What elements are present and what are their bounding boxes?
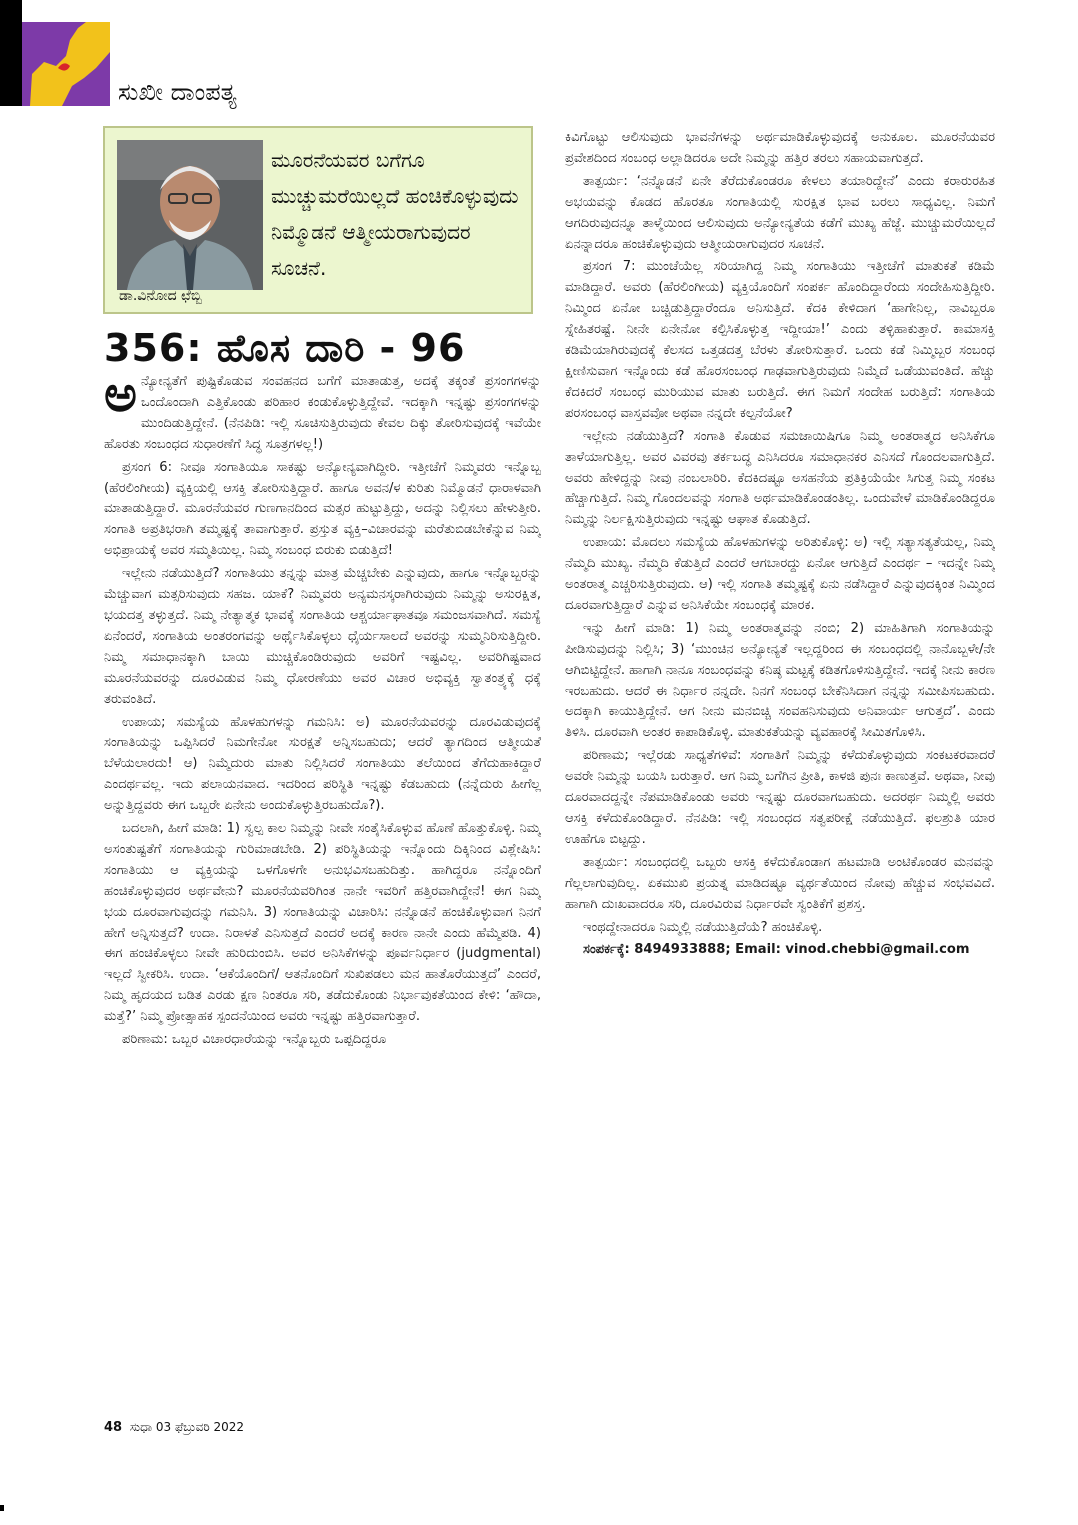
paragraph: ಉಪಾಯ; ಸಮಸ್ಯೆಯ ಹೊಳಹುಗಳನ್ನು ಗಮನಿಸಿ: ಅ) ಮೂರನೆಯವರನ್ನು ದೂರವಿಡುವುದಕ್ಕೆ ಸಂಗಾತಿಯನ್ನು ಒಪ್ಪಿಸಿದರೆ ನಿಮಗೇನೋ ಸುರಕ್ಷತೆ ಅನ್ನಿಸಬಹುದು; ಆದರೆ ತ್ಯಾಗದಿಂದ ಆತ್ಮೀಯತೆ ಬೆಳೆಯಲಾರದು! ಆ) ನಿಮ್ಮೆದುರು ಮಾತು ನಿಲ್ಲಿಸಿದರೆ ಸಂಗಾತಿಯು ತಲೆಯಿಂದ ತೆಗೆದುಹಾಕಿದ್ದಾರೆ ಎಂದರ್ಥವಲ್ಲ. ಇದು ಪಲಾಯನವಾದ. ಇದರಿಂದ ಪರಿಸ್ಥಿತಿ ಇನ್ನಷ್ಟು ಕೆಡಬಹುದು (ನನ್ನೆದುರು ಹೀಗೆಲ್ಲ ಅನ್ನುತ್ತಿದ್ದವರು ಈಗ ಒಬ್ಬರೇ ಏನೇನು ಅಂದುಕೊಳ್ಳುತ್ತಿರಬಹುದೊ?). [104,714,541,814]
paragraph: ಉಪಾಯ: ಮೊದಲು ಸಮಸ್ಯೆಯ ಹೊಳಹುಗಳನ್ನು ಅರಿತುಕೊಳ್ಳಿ: ಅ) ಇಲ್ಲಿ ಸತ್ಯಾಸತ್ಯತೆಯಲ್ಲ, ನಿಮ್ಮ ನೆಮ್ಮದಿ ಮುಖ್ಯ. ನೆಮ್ಮದಿ ಕೆಡುತ್ತಿದೆ ಎಂದರೆ ಆಗಬಾರದ್ದು ಏನೋ ಆಗುತ್ತಿದೆ ಎಂದರ್ಥ – ಇದನ್ನೇ ನಿಮ್ಮ ಅಂತರಾತ್ಮ ಎಚ್ಚರಿಸುತ್ತಿರುವುದು. ಆ) ಇಲ್ಲಿ ಸಂಗಾತಿ ತಮ್ಮಷ್ಟಕ್ಕೆ ಏನು ನಡೆಸಿದ್ದಾರೆ ಎನ್ನುವುದಕ್ಕಿಂತ ನಿಮ್ಮಿಂದ ದೂರವಾಗುತ್ತಿದ್ದಾರೆ ಎನ್ನುವ ಅನಿಸಿಕೆಯೇ ಸಂಬಂಧಕ್ಕೆ ಮಾರಕ. [565,535,995,613]
contact-value: 8494933888; Email: vinod.chebbi@gmail.com [634,942,970,958]
paragraph: ಪರಿಣಾಮ; ಇಲ್ಲೆರಡು ಸಾಧ್ಯತೆಗಳಿವೆ: ಸಂಗಾತಿಗೆ ನಿಮ್ಮನ್ನು ಕಳೆದುಕೊಳ್ಳುವುದು ಸಂಕಟಕರವಾದರೆ ಅವರೇ ನಿಮ್ಮನ್ನು ಬಯಸಿ ಬರುತ್ತಾರೆ. ಆಗ ನಿಮ್ಮ ಬಗೆಗಿನ ಪ್ರೀತಿ, ಕಾಳಜಿ ಪುನಃ ಕಾಣುತ್ತವೆ. ಅಥವಾ, ನೀವು ದೂರವಾದದ್ದನ್ನೇ ನೆಪಮಾಡಿಕೊಂಡು ಅವರು ಇನ್ನಷ್ಟು ದೂರವಾಗಬಹುದು. ಅದರರ್ಥ ನಿಮ್ಮಲ್ಲಿ ಅವರು ಆಸಕ್ತಿ ಕಳೆದುಕೊಂಡಿದ್ದಾರೆ. ನೆನಪಿಡಿ: ಇಲ್ಲಿ ಸಂಬಂಧದ ಸತ್ವಪರೀಕ್ಷೆ ನಡೆಯುತ್ತಿದೆ. ಫಲಶ್ರುತಿ ಯಾರ ಊಹೆಗೂ ಬಿಟ್ಟದ್ದು. [565,748,995,847]
paragraph: ಇಲ್ಲೇನು ನಡೆಯುತ್ತಿದೆ? ಸಂಗಾತಿ ಕೊಡುವ ಸಮಜಾಯಿಷಿಗೂ ನಿಮ್ಮ ಅಂತರಾತ್ಮದ ಅನಿಸಿಕೆಗೂ ತಾಳೆಯಾಗುತ್ತಿಲ್ಲ. ಅವರ ವಿವರವು ತರ್ಕಬದ್ಧ ಎನಿಸಿದರೂ ಸಮಾಧಾನಕರ ಎನಿಸದೆ ಗೊಂದಲವಾಗುತ್ತಿದೆ. ಅವರು ಹೇಳಿದ್ದನ್ನು ನೀವು ನಂಬಲಾರಿರಿ. ಕೆದಕಿದಷ್ಟೂ ಅಸಹನೆಯ ಪ್ರತಿಕ್ರಿಯೆಯೇ ಸಿಗುತ್ತ ನಿಮ್ಮ ಸಂಕಟ ಹೆಚ್ಚಾಗುತ್ತಿದೆ. ನಿಮ್ಮ ಗೊಂದಲವನ್ನು ಸಂಗಾತಿ ಅರ್ಥಮಾಡಿಕೊಂಡಂತಿಲ್ಲ. ಒಂದುವೇಳೆ ಮಾಡಿಕೊಂಡಿದ್ದರೂ ನಿಮ್ಮನ್ನು ನಿರ್ಲಕ್ಷಿಸುತ್ತಿರುವುದು ಇನ್ನಷ್ಟು ಆಘಾತ ಕೊಡುತ್ತಿದೆ. [565,428,995,528]
section-title: ಸುಖೀ ದಾಂಪತ್ಯ [118,78,237,106]
article-headline: 356: ಹೊಸ ದಾರಿ - 96 [104,326,466,370]
drop-cap: ಅ [104,372,137,423]
contact-line [565,940,995,961]
paragraph: ಪ್ರಸಂಗ 7: ಮುಂಚೆಯೆಲ್ಲ ಸರಿಯಾಗಿದ್ದ ನಿಮ್ಮ ಸಂಗಾತಿಯು ಇತ್ತೀಚೆಗೆ ಮಾತುಕತೆ ಕಡಿಮೆ ಮಾಡಿದ್ದಾರೆ. ಅವರು (ಹೆರಲಿಂಗೀಯ) ವ್ಯಕ್ತಿಯೊಂದಿಗೆ ಸಂಪರ್ಕ ಹೊಂದಿದ್ದಾರೆಂದು ಸಂದೇಹಿಸುತ್ತಿದ್ದೀರಿ. ನಿಮ್ಮಿಂದ ಏನೋ ಬಚ್ಚಿಡುತ್ತಿದ್ದಾರೆಂದೂ ಅನಿಸುತ್ತಿದೆ. ಕೆದಕಿ ಕೇಳಿದಾಗ ‘ಹಾಗೇನಿಲ್ಲ, ನಾವಿಬ್ಬರೂ ಸ್ನೇಹಿತರಷ್ಟೆ. ನೀನೇ ಏನೇನೋ ಕಲ್ಪಿಸಿಕೊಳ್ಳುತ್ತ ಇದ್ದೀಯಾ!’ ಎಂದು ತಳ್ಳಿಹಾಕುತ್ತಾರೆ. ಕಾಮಾಸಕ್ತಿ ಕಡಿಮೆಯಾಗಿರುವುದಕ್ಕೆ ಕೆಲಸದ ಒತ್ತಡದತ್ತ ಬೆರಳು ತೋರಿಸುತ್ತಾರೆ. ಒಂದು ಕಡೆ ನಿಮ್ಮಿಬ್ಬರ ಸಂಬಂಧ ಕ್ಷೀಣಿಸುವಾಗ ಇನ್ನೊಂದು ಕಡೆ ಹೊರಸಂಬಂಧ ಗಾಢವಾಗುತ್ತಿರುವುದು ನಿಮ್ಮೆದೆ ಒಡೆಯುವಂತಿದೆ. ಹೆಚ್ಚು ಕೆದಕಿದರೆ ಸಂಬಂಧ ಮುರಿಯುವ ಮಾತು ಬರುತ್ತಿದೆ. ಈಗ ನಿಮಗೆ ಸಂದೇಹ ಬರುತ್ತಿದೆ: ಸಂಗಾತಿಯ ಪರಸಂಬಂಧ ವಾಸ್ತವವೋ ಅಥವಾ ನನ್ನದೇ ಕಲ್ಪನೆಯೋ? [565,259,995,421]
paragraph: ಬದಲಾಗಿ, ಹೀಗೆ ಮಾಡಿ: 1) ಸ್ವಲ್ಪ ಕಾಲ ನಿಮ್ಮನ್ನು ನೀವೇ ಸಂತೈಸಿಕೊಳ್ಳುವ ಹೊಣೆ ಹೊತ್ತುಕೊಳ್ಳಿ. ನಿಮ್ಮ ಅಸಂತುಷ್ಟತೆಗೆ ಸಂಗಾತಿಯನ್ನು ಗುರಿಮಾಡಬೇಡಿ. 2) ಪರಿಸ್ಥಿತಿಯನ್ನು ಇನ್ನೊಂದು ದಿಕ್ಕಿನಿಂದ ವಿಶ್ಲೇಷಿಸಿ: ಸಂಗಾತಿಯು ಆ ವ್ಯಕ್ತಿಯನ್ನು ಒಳಗೊಳಗೇ ಅನುಭವಿಸಬಹುದಿತ್ತು. ಹಾಗಿದ್ದರೂ ನನ್ನೊಂದಿಗೆ ಹಂಚಿಕೊಳ್ಳುವುದರ ಅರ್ಥವೇನು? ಮೂರನೆಯವರಿಗಿಂತ ನಾನೇ ಇವರಿಗೆ ಹತ್ತಿರವಾಗಿದ್ದೇನೆ! ಈಗ ನಿಮ್ಮ ಭಯ ದೂರವಾಗುವುದನ್ನು ಗಮನಿಸಿ. 3) ಸಂಗಾತಿಯನ್ನು ವಿಚಾರಿಸಿ: ನನ್ನೊಡನೆ ಹಂಚಿಕೊಳ್ಳುವಾಗ ನಿನಗೆ ಹೇಗೆ ಅನ್ನಿಸುತ್ತದೆ? ಉದಾ. ನಿರಾಳತೆ ಎನಿಸುತ್ತದೆ ಎಂದರೆ ಅದಕ್ಕೆ ಕಾರಣ ನಾನೇ ಎಂದು ಹೆಮ್ಮೆಪಡಿ. 4) ಈಗ ಹಂಚಿಕೊಳ್ಳಲು ನೀವೇ ಹುರಿದುಂಬಿಸಿ. ಅವರ ಅನಿಸಿಕೆಗಳನ್ನು ಪೂರ್ವನಿರ್ಧಾರ (judgmental) ಇಲ್ಲದೆ ಸ್ವೀಕರಿಸಿ. ಉದಾ. ‘ಆಕೆಯೊಂದಿಗೆ/ ಆತನೊಂದಿಗೆ ಸುಖಿಪಡಲು ಮನ ಹಾತೊರೆಯುತ್ತದೆ’ ಎಂದರೆ, ನಿಮ್ಮ ಹೃದಯದ ಬಡಿತ ಎರಡು ಕ್ಷಣ ನಿಂತರೂ ಸರಿ, ತಡೆದುಕೊಂಡು ನಿರ್ಭಾವುಕತೆಯಿಂದ ಕೇಳಿ: ‘ಹೌದಾ, ಮತ್ತೆ?’ ನಿಮ್ಮ ಪ್ರೋತ್ಸಾಹಕ ಸ್ಪಂದನೆಯಿಂದ ಅವರು ಇನ್ನಷ್ಟು ಹತ್ತಿರವಾಗುತ್ತಾರೆ. [104,821,541,1025]
paragraph: ಇಲ್ಲೇನು ನಡೆಯುತ್ತಿದೆ? ಸಂಗಾತಿಯು ತನ್ನನ್ನು ಮಾತ್ರ ಮೆಚ್ಚಬೇಕು ಎನ್ನುವುದು, ಹಾಗೂ ಇನ್ನೊಬ್ಬರನ್ನು ಮೆಚ್ಚುವಾಗ ಮತ್ಸರಿಸುವುದು ಸಹಜ. ಯಾಕೆ? ನಿಮ್ಮವರು ಅನ್ಯಮನಸ್ಕರಾಗಿರುವುದು ನಿಮ್ಮನ್ನು ಅಸುರಕ್ಷಿತ, ಭಯದತ್ತ ತಳ್ಳುತ್ತದೆ. ನಿಮ್ಮ ನೇತ್ಯಾತ್ಮಕ ಭಾವಕ್ಕೆ ಸಂಗಾತಿಯ ಆಶ್ಚರ್ಯಾಘಾತವೂ ಸಮಂಜಸವಾಗಿದೆ. ಸಮಸ್ಯೆ ಏನೆಂದರೆ, ಸಂಗಾತಿಯ ಅಂತರಂಗವನ್ನು ಅರ್ಥೈಸಿಕೊಳ್ಳಲು ಧೈರ್ಯಸಾಲದೆ ಅವರನ್ನು ಸುಮ್ಮನಿರಿಸುತ್ತಿದ್ದೀರಿ. ನಿಮ್ಮ ಸಮಾಧಾನಕ್ಕಾಗಿ ಬಾಯಿ ಮುಚ್ಚಿಕೊಂಡಿರುವುದು ಅವರಿಗೆ ಇಷ್ಟವಿಲ್ಲ. ಅವರಿಗಿಷ್ಟವಾದ ಮೂರನೆಯವರನ್ನು ದೂರವಿಡುವ ನಿಮ್ಮ ಧೋರಣೆಯು ಅವರ ವಿಚಾರ ಅಭಿವ್ಯಕ್ತಿ ಸ್ವಾತಂತ್ರ್ಯಕ್ಕೆ ಧಕ್ಕೆ ತರುವಂತಿದೆ. [104,566,541,707]
paragraph: ಇಂಥದ್ದೇನಾದರೂ ನಿಮ್ಮಲ್ಲಿ ನಡೆಯುತ್ತಿದೆಯೆ? ಹಂಚಿಕೊಳ್ಳಿ. [583,919,823,935]
intro-box [103,126,533,314]
paragraph: ತಾತ್ಪರ್ಯ: ‘ನನ್ನೊಡನೆ ಏನೇ ತೆರೆದುಕೊಂಡರೂ ಕೇಳಲು ತಯಾರಿದ್ದೇನೆ’ ಎಂದು ಕರಾರುರಹಿತ ಅಭಯವನ್ನು ಕೊಡದ ಹೊರತೂ ಸಂಗಾತಿಯಲ್ಲಿ ಸುರಕ್ಷಿತ ಭಾವ ಬರಲು ಸಾಧ್ಯವಿಲ್ಲ. ನಿಮಗೆ ಆಗದಿರುವುದನ್ನೂ ತಾಳ್ಮೆಯಿಂದ ಆಲಿಸುವುದು ಅನ್ಯೋನ್ಯತೆಯ ಕಡೆಗೆ ಮುಖ್ಯ ಹೆಜ್ಜೆ. ಮುಚ್ಚುಮರೆಯಿಲ್ಲದೆ ಏನನ್ನಾದರೂ ಹಂಚಿಕೊಳ್ಳುವುದು ಆತ್ಮೀಯರಾಗುವುದರ ಸೂಚನೆ. [565,173,995,252]
paragraph: ಇನ್ನು ಹೀಗೆ ಮಾಡಿ: 1) ನಿಮ್ಮ ಅಂತರಾತ್ಮವನ್ನು ನಂಬಿ; 2) ಮಾಹಿತಿಗಾಗಿ ಸಂಗಾತಿಯನ್ನು ಪೀಡಿಸುವುದನ್ನು ನಿಲ್ಲಿಸಿ; 3) ‘ಮುಂಚಿನ ಅನ್ಯೋನ್ಯತೆ ಇಲ್ಲದ್ದರಿಂದ ಈ ಸಂಬಂಧದಲ್ಲಿ ನಾನೊಬ್ಬಳೇ/ನೇ ಆಗಿಬಿಟ್ಟಿದ್ದೇನೆ. ಹಾಗಾಗಿ ನಾನೂ ಸಂಬಂಧವನ್ನು ಕನಿಷ್ಠ ಮಟ್ಟಕ್ಕೆ ಕಡಿತಗೊಳಿಸುತ್ತಿದ್ದೇನೆ. ಇದಕ್ಕೆ ನೀನು ಕಾರಣ ಇರಬಹುದು. ಆದರೆ ಈ ನಿರ್ಧಾರ ನನ್ನದೇ. ನಿನಗೆ ಸಂಬಂಧ ಬೇಕೆನಿಸಿದಾಗ ನನ್ನನ್ನು ಸಮೀಪಿಸಬಹುದು. ಅದಕ್ಕಾಗಿ ಕಾಯುತ್ತಿದ್ದೇನೆ. ಆಗ ನೀನು ಮನಬಿಚ್ಚಿ ಸಂವಹನಿಸುವುದು ಅನಿವಾರ್ಯ ಆಗುತ್ತದೆ’. ಎಂದು ತಿಳಿಸಿ. ದೂರವಾಗಿ ಅಂತರ ಕಾಪಾಡಿಕೊಳ್ಳಿ. ಮಾತುಕತೆಯನ್ನು ವ್ಯವಹಾರಕ್ಕೆ ಸೀಮಿತಗೊಳಿಸಿ. [565,620,995,741]
author-name: ಡಾ.ವಿನೋದ ಛೆಬ್ಬಿ [119,288,202,304]
paragraph: ತಾತ್ಪರ್ಯ: ಸಂಬಂಧದಲ್ಲಿ ಒಬ್ಬರು ಆಸಕ್ತಿ ಕಳೆದುಕೊಂಡಾಗ ಹಟಮಾಡಿ ಅಂಟಿಕೊಂಡರ ಮನವನ್ನು ಗೆಲ್ಲಲಾಗುವುದಿಲ್ಲ. ಏಕಮುಖಿ ಪ್ರಯತ್ನ ಮಾಡಿದಷ್ಟೂ ವ್ಯರ್ಥತೆಯಿಂದ ನೋವು ಹೆಚ್ಚುವ ಸಂಭವವಿದೆ. ಹಾಗಾಗಿ ದುಃಖವಾದರೂ ಸರಿ, ದೂರವಿರುವ ನಿರ್ಧಾರವೇ ಸ್ವಂತಿಕೆಗೆ ಪ್ರಶಸ್ತ. [565,854,995,912]
publication-info: ಸುಧಾ 03 ಫೆಬ್ರುವರಿ 2022 [129,1420,245,1434]
header-black-bar [0,0,22,106]
author-photo [117,140,263,290]
page-number: 48 [104,1420,123,1435]
paragraph: ಅನ್ಯೋನ್ಯತೆಗೆ ಪುಷ್ಟಿಕೊಡುವ ಸಂವಹನದ ಬಗೆಗೆ ಮಾತಾಡುತ್ತ, ಅದಕ್ಕೆ ತಕ್ಕಂತೆ ಪ್ರಸಂಗಗಳನ್ನು ಒಂದೊಂದಾಗಿ ಎತ್ತಿಕೊಂಡು ಪರಿಹಾರ ಕಂಡುಕೊಳ್ಳುತ್ತಿದ್ದೇವೆ. ಇದಕ್ಕಾಗಿ ಇನ್ನಷ್ಟು ಪ್ರಸಂಗಗಳನ್ನು ಮುಂದಿಡುತ್ತಿದ್ದೇನೆ. (ನೆನಪಿಡಿ: ಇಲ್ಲಿ ಸೂಚಿಸುತ್ತಿರುವುದು ಕೇವಲ ದಿಕ್ಕು ತೋರಿಸುವುದಕ್ಕೆ ಇವೆಯೇ ಹೊರತು ಸಂಬಂಧದ ಸುಧಾರಣೆಗೆ ಸಿದ್ಧ ಸೂತ್ರಗಳಲ್ಲ!) [104,372,541,452]
pull-quote: ಮೂರನೆಯವರ ಬಗೆಗೂ ಮುಚ್ಚುಮರೆಯಿಲ್ಲದೆ ಹಂಚಿಕೊಳ್ಳುವುದು ನಿಮ್ಮೊಡನೆ ಆತ್ಮೀಯರಾಗುವುದರ ಸೂಚನೆ. [271,148,519,280]
article-column-right [565,128,995,1400]
paragraph: ಪ್ರಸಂಗ 6: ನೀವೂ ಸಂಗಾತಿಯೂ ಸಾಕಷ್ಟು ಅನ್ಯೋನ್ಯವಾಗಿದ್ದೀರಿ. ಇತ್ತೀಚೆಗೆ ನಿಮ್ಮವರು ಇನ್ನೊಬ್ಬ (ಹೆರಲಿಂಗೀಯ) ವ್ಯಕ್ತಿಯಲ್ಲಿ ಆಸಕ್ತಿ ತೋರಿಸುತ್ತಿದ್ದಾರೆ. ಹಾಗೂ ಅವನ/ಳ ಕುರಿತು ನಿಮ್ಮೊಡನೆ ಧಾರಾಳವಾಗಿ ಮಾತಾಡುತ್ತಿದ್ದಾರೆ. ಮೂರನೆಯವರ ಗುಣಗಾನದಿಂದ ಮತ್ಸರ ಹುಟ್ಟುತ್ತಿದ್ದು, ಅದನ್ನು ನಿಲ್ಲಿಸಲು ಹೇಳುತ್ತೀರಿ. ಸಂಗಾತಿ ಅಪ್ರತಿಭರಾಗಿ ತಮ್ಮಷ್ಟಕ್ಕೆ ತಾವಾಗುತ್ತಾರೆ. ಪ್ರಸ್ತುತ ವ್ಯಕ್ತಿ–ವಿಚಾರವನ್ನು ಮರೆತುಬಿಡಬೇಕೆನ್ನುವ ನಿಮ್ಮ ಅಭಿಪ್ರಾಯಕ್ಕೆ ಅವರ ಸಮ್ಮತಿಯಿಲ್ಲ. ನಿಮ್ಮ ಸಂಬಂಧ ಬಿರುಕು ಬಿಡುತ್ತಿದೆ! [104,459,541,559]
paragraph: ಪರಿಣಾಮ: ಒಬ್ಬರ ವಿಚಾರಧಾರೆಯನ್ನು ಇನ್ನೊಬ್ಬರು ಒಪ್ಪದಿದ್ದರೂ [122,1032,387,1048]
crop-mark [0,1505,4,1511]
article-column-left [104,372,541,1406]
section-logo [22,22,110,106]
paragraph: ಕಿವಿಗೊಟ್ಟು ಆಲಿಸುವುದು ಭಾವನೆಗಳನ್ನು ಅರ್ಥಮಾಡಿಕೊಳ್ಳುವುದಕ್ಕೆ ಅನುಕೂಲ. ಮೂರನೆಯವರ ಪ್ರವೇಶದಿಂದ ಸಂಬಂಧ ಅಲ್ಲಾಡಿದರೂ ಅದೇ ನಿಮ್ಮನ್ನು ಹತ್ತಿರ ತರಲು ಸಹಾಯವಾಗುತ್ತದೆ. [565,130,995,166]
contact-label: ಸಂಪರ್ಕಕ್ಕೆ: [583,942,630,958]
silhouette-logo-icon [22,22,110,106]
page-footer [104,1420,244,1435]
